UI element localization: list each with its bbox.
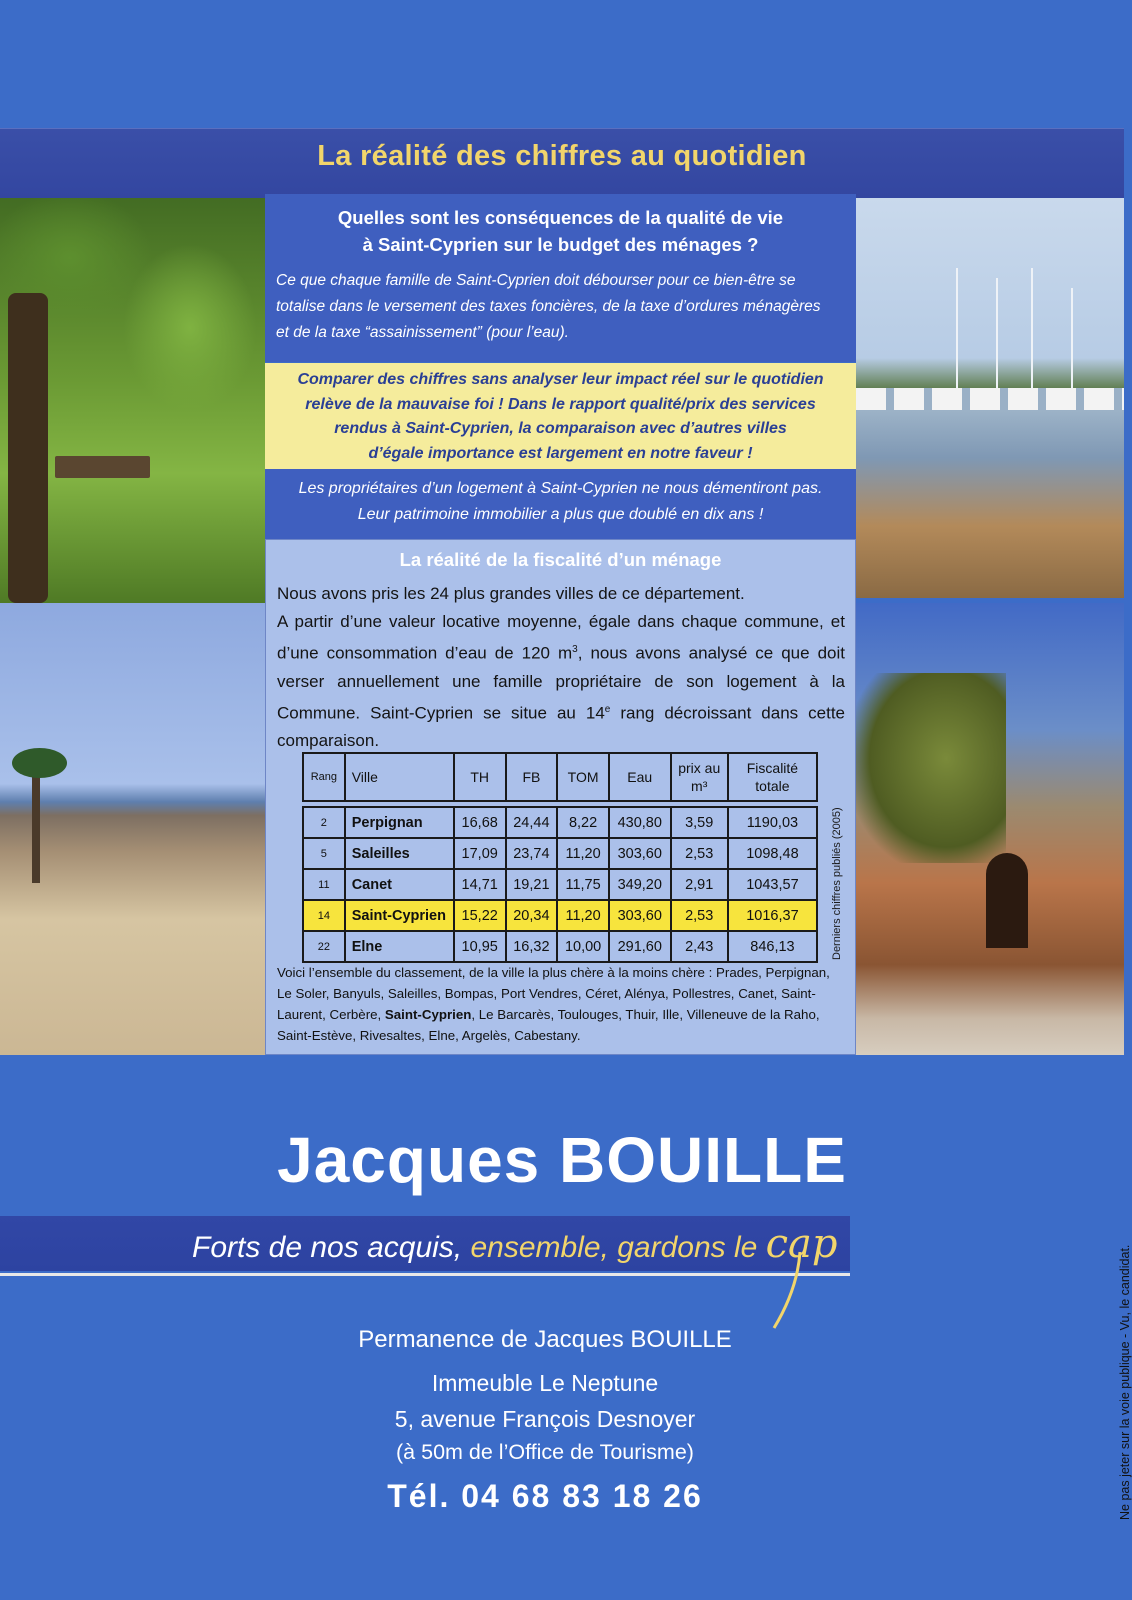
table-cell: 846,13	[728, 931, 817, 962]
table-cell: 16,68	[454, 807, 506, 838]
table-cell: 2,43	[671, 931, 728, 962]
table-cell: Perpignan	[345, 807, 454, 838]
highlight-line-2: relève de la mauvaise foi ! Dans le rapport qualité/prix des services	[305, 395, 816, 413]
owners-text	[265, 476, 856, 528]
church-door	[986, 853, 1028, 948]
table-cell: Saint-Cyprien	[345, 900, 454, 931]
table-cell: 16,32	[506, 931, 558, 962]
permanence-title: Permanence de Jacques BOUILLE	[358, 1326, 732, 1353]
header-tom: TOM	[557, 753, 609, 801]
table-cell: 11,20	[557, 838, 609, 869]
tax-table	[302, 752, 818, 963]
table-cell: 17,09	[454, 838, 506, 869]
table-cell: Saleilles	[345, 838, 454, 869]
park-photo	[0, 198, 265, 603]
table-cell: 15,22	[454, 900, 506, 931]
table-row	[303, 869, 817, 900]
table-row	[303, 807, 817, 838]
bench	[55, 456, 150, 478]
table-cell: 11	[303, 869, 345, 900]
fiscal-title: La réalité de la fiscalité d’un ménage	[399, 549, 722, 570]
building-name: Immeuble Le Neptune	[431, 1370, 659, 1396]
table-row-highlighted	[303, 900, 817, 931]
intro-line-3: et de la taxe “assainissement” (pour l’eau).	[276, 324, 569, 341]
table-cell: 14	[303, 900, 345, 931]
header-prix: prix au m³	[671, 753, 728, 801]
marina-photo	[856, 198, 1124, 598]
page-title: La réalité des chiffres au quotidien	[317, 140, 807, 172]
table-cell: 24,44	[506, 807, 558, 838]
highlight-text	[265, 368, 856, 466]
table-header-row	[303, 753, 817, 801]
table-row	[303, 931, 817, 962]
highlight-line-3: rendus à Saint-Cyprien, la comparaison avec d’autres villes	[334, 420, 787, 437]
tree-trunk	[8, 293, 48, 603]
header-rang: Rang	[303, 753, 345, 801]
table-cell: 1190,03	[728, 807, 817, 838]
header-fiscalite: Fiscalité totale	[728, 753, 817, 801]
table-cell: 8,22	[557, 807, 609, 838]
owners-line-1: Les propriétaires d’un logement à Saint-Cyprien ne nous démentiront pas.	[298, 480, 823, 497]
slogan-underline	[0, 1273, 850, 1276]
intro-text	[276, 268, 856, 346]
table-cell: 19,21	[506, 869, 558, 900]
olive-tree	[856, 673, 1006, 863]
fiscal-paragraph-1: Nous avons pris les 24 plus grandes villes de ce département.	[277, 584, 745, 603]
mast	[956, 268, 958, 388]
ranking-text: Voici l’ensemble du classement, de la ville la plus chère à la moins chère : Prades, Perpignan, Le Soler, Banyuls, Saleilles, Bompas, Port Vendres, Céret, Alénya, Pollestres, Canet, Saint-Laurent, Cerbère, Saint-Cyprien, Le Barcarès, Toulouges, Thuir, Ille, Villeneuve de la Raho, Saint-Estève, Rivesaltes, Elne, Argelès, Cabestany.	[277, 965, 830, 1043]
table-cell: 11,75	[557, 869, 609, 900]
table-cell: 10,95	[454, 931, 506, 962]
table-cell: 23,74	[506, 838, 558, 869]
table-cell: 349,20	[609, 869, 671, 900]
table-cell: 5	[303, 838, 345, 869]
table-cell: 22	[303, 931, 345, 962]
question-heading	[265, 204, 856, 258]
table-cell: 1098,48	[728, 838, 817, 869]
table-row	[303, 838, 817, 869]
table-cell: 1016,37	[728, 900, 817, 931]
intro-line-1: Ce que chaque famille de Saint-Cyprien doit débourser pour ce bien-être se	[276, 272, 796, 289]
table-cell: 2	[303, 807, 345, 838]
table-cell: 303,60	[609, 900, 671, 931]
table-cell: 430,80	[609, 807, 671, 838]
table-cell: 10,00	[557, 931, 609, 962]
mast	[996, 278, 998, 388]
phone-number: Tél. 04 68 83 18 26	[387, 1478, 703, 1514]
owners-line-2: Leur patrimoine immobilier a plus que doublé en dix ans !	[357, 506, 764, 523]
candidate-name: Jacques BOUILLE	[277, 1124, 847, 1196]
fiscal-body	[277, 580, 845, 755]
table-cell: 20,34	[506, 900, 558, 931]
table-source-note: Derniers chiffres publiés (2005)	[831, 807, 843, 960]
header-th: TH	[454, 753, 506, 801]
mast	[1071, 288, 1073, 388]
highlight-line-1: Comparer des chiffres sans analyser leur impact réel sur le quotidien	[297, 371, 824, 388]
table-cell: 2,53	[671, 838, 728, 869]
intro-line-2: totalise dans le versement des taxes foncières, de la taxe d’ordures ménagères	[276, 298, 821, 315]
table-cell: 11,20	[557, 900, 609, 931]
fiscal-paragraph-2: A partir d’une valeur locative moyenne, égale dans chaque commune, et d’une consommation d’eau de 120 $m^3$, nous avons analysé ce que doit verser annuellement une famille propriétaire de son logement à la Commune. Saint-Cyprien se situe au 14e rang décroissant dans cette comparaison.	[277, 612, 845, 751]
header-ville: Ville	[345, 753, 454, 801]
beach-photo	[0, 603, 265, 1055]
table-cell: 291,60	[609, 931, 671, 962]
header-fb: FB	[506, 753, 558, 801]
table-cell: Canet	[345, 869, 454, 900]
table-cell: 14,71	[454, 869, 506, 900]
cap-swash	[770, 1250, 810, 1330]
highlight-line-4: d’égale importance est largement en notre faveur !	[368, 444, 753, 462]
question-line-2: à Saint-Cyprien sur le budget des ménages ?	[362, 234, 759, 255]
slogan: Forts de nos acquis, ensemble, gardons le cap	[192, 1221, 838, 1267]
moored-boats	[856, 388, 1124, 410]
table-cell: 303,60	[609, 838, 671, 869]
legal-notice: Ne pas jeter sur la voie publique - Vu, le candidat.	[1118, 1244, 1132, 1520]
mast	[1031, 268, 1033, 388]
church-photo	[856, 603, 1124, 1055]
street-address: 5, avenue François Desnoyer	[394, 1406, 696, 1432]
palm-trunk	[32, 763, 40, 883]
header-eau: Eau	[609, 753, 671, 801]
table-cell: 3,59	[671, 807, 728, 838]
location-hint: (à 50m de l’Office de Tourisme)	[396, 1440, 694, 1464]
question-line-1: Quelles sont les conséquences de la qualité de vie	[337, 207, 784, 228]
palm-fronds	[12, 748, 67, 778]
table-cell: 1043,57	[728, 869, 817, 900]
table-cell: Elne	[345, 931, 454, 962]
table-cell: 2,53	[671, 900, 728, 931]
table-cell: 2,91	[671, 869, 728, 900]
